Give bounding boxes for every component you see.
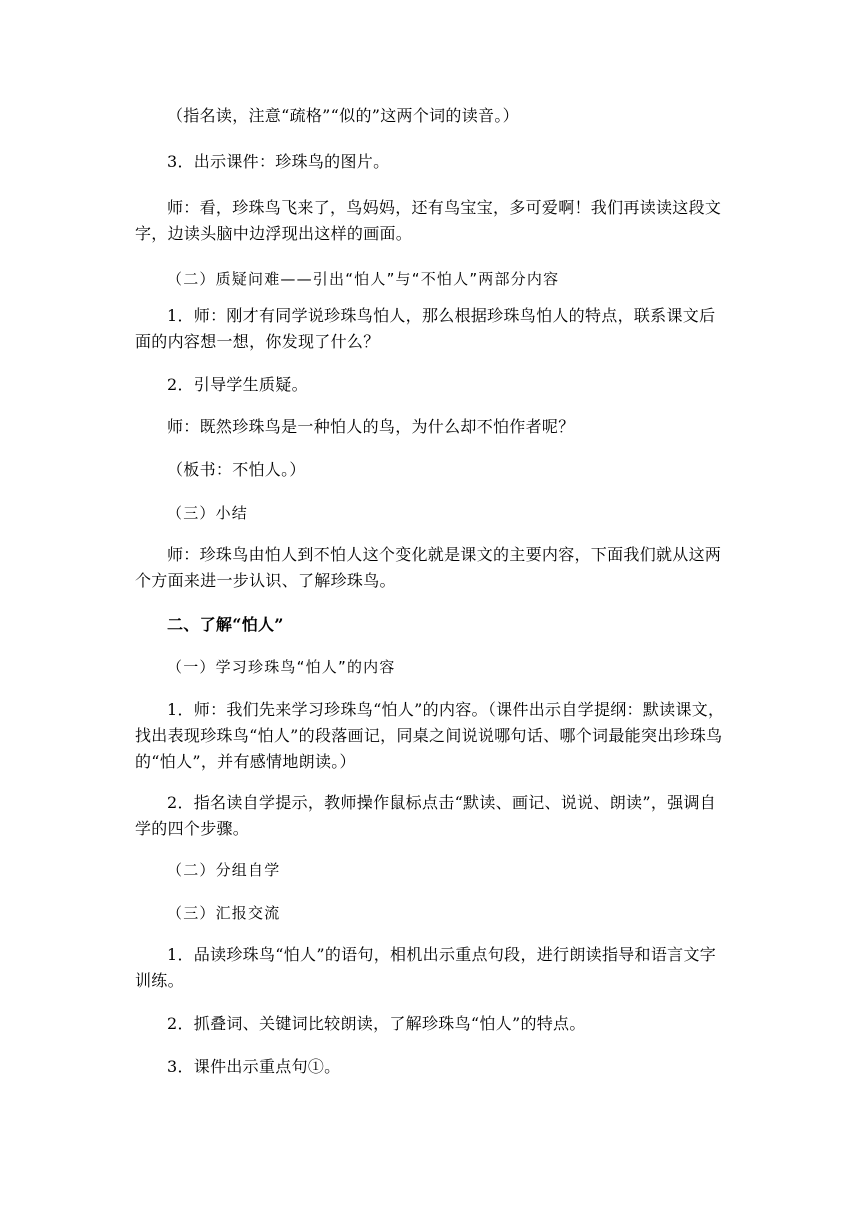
section-heading-group-study: （二）分组自学 xyxy=(167,861,281,879)
paragraph-teacher-question: 师：既然珍珠鸟是一种怕人的鸟，为什么却不怕作者呢？ xyxy=(167,417,575,436)
paragraph-key-sentence: 3．课件出示重点句①。 xyxy=(167,1057,341,1076)
paragraph-reading-note: （指名读，注意“疏格”“似的”这两个词的读音。） xyxy=(167,106,519,125)
section-heading-report: （三）汇报交流 xyxy=(167,904,281,922)
paragraph-blackboard-note: （板书：不怕人。） xyxy=(167,460,306,479)
paragraph-step-2-guide: 2．引导学生质疑。 xyxy=(167,375,308,394)
paragraph-teacher-summary: 师：珍珠鸟由怕人到不怕人这个变化就是课文的主要内容，下面我们就从这两个方面来进一步认识、了解珍珠鸟。 xyxy=(135,545,722,590)
paragraph-self-study-outline: 1．师：我们先来学习珍珠鸟“怕人”的内容。（课件出示自学提纲：默读课文，找出表现珍珠鸟“怕人”的段落画记，同桌之间说说哪句话、哪个词最能突出珍珠鸟的“怕人”，并有感情地朗读。） xyxy=(135,700,725,771)
paragraph-compare-reading: 2．抓叠词、关键词比较朗读，了解珍珠鸟“怕人”的特点。 xyxy=(167,1014,586,1033)
paragraph-read-prompt: 2．指名读自学提示，教师操作鼠标点击“默读、画记、说说、朗读”，强调自学的四个步骤。 xyxy=(135,793,717,838)
paragraph-teacher-look: 师：看，珍珠鸟飞来了，鸟妈妈，还有鸟宝宝，多可爱啊！我们再读读这段文字，边读头脑中边浮现出这样的画面。 xyxy=(135,198,722,243)
paragraph-step-1-teacher: 1．师：刚才有同学说珍珠鸟怕人，那么根据珍珠鸟怕人的特点，联系课文后面的内容想一想，你发现了什么？ xyxy=(135,306,716,351)
section-heading-learn-fear: （一）学习珍珠鸟“怕人”的内容 xyxy=(167,658,396,676)
section-heading-summary: （三）小结 xyxy=(167,504,249,522)
paragraph-read-sentences: 1．品读珍珠鸟“怕人”的语句，相机出示重点句段，进行朗读指导和语言文字训练。 xyxy=(135,945,717,990)
part-heading-understand-fear: 二、了解“怕人” xyxy=(167,615,284,634)
section-heading-questioning: （二）质疑问难——引出“怕人”与“不怕人”两部分内容 xyxy=(167,270,560,288)
paragraph-step-3-courseware: 3．出示课件：珍珠鸟的图片。 xyxy=(167,152,390,171)
